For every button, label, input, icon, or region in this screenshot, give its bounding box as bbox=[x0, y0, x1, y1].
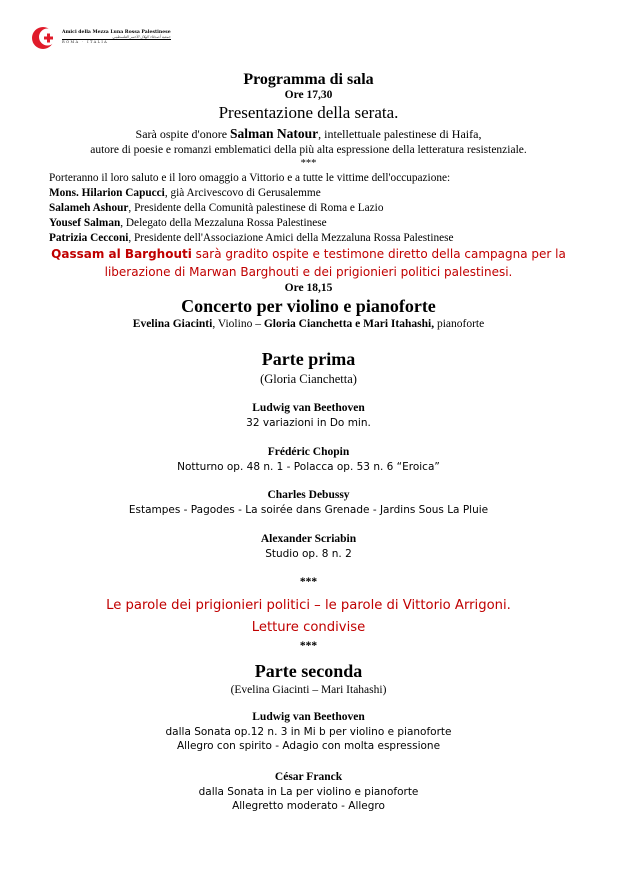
piece-line: 32 variazioni in Do min. bbox=[246, 417, 371, 429]
part1-performer: (Gloria Cianchetta) bbox=[260, 372, 357, 386]
crescent-logo-icon bbox=[30, 24, 58, 52]
guest-pre: Sarà ospite d'onore bbox=[135, 127, 231, 141]
logo-line-2: جمعية أصدقاء الهلال الأحمر الفلسطيني bbox=[112, 35, 171, 40]
piece-line: Studio op. 8 n. 2 bbox=[265, 548, 352, 560]
separator-3: *** bbox=[299, 640, 318, 652]
violinist-role: , Violino – bbox=[212, 318, 264, 330]
piece-line: Allegro con spirito - Adagio con molta espressione bbox=[176, 740, 441, 752]
qassam-line-2: liberazione di Marwan Barghouti e dei prigionieri politici palestinesi. bbox=[104, 265, 513, 279]
guest-line bbox=[0, 126, 617, 142]
logo-line-1: Amici della Mezza Luna Rossa Palestinese bbox=[62, 30, 171, 35]
speaker-role: , già Arcivescovo di Gerusalemme bbox=[164, 187, 321, 199]
logo-text bbox=[62, 30, 171, 45]
separator-2: *** bbox=[299, 576, 318, 588]
piece-line: Allegretto moderato - Allegro bbox=[232, 800, 385, 812]
speaker-row bbox=[49, 187, 321, 199]
composer: César Franck bbox=[274, 771, 343, 783]
speaker-role: , Presidente della Comunità palestinese di Roma e Lazio bbox=[128, 202, 384, 214]
piece-line: dalla Sonata op.12 n. 3 in Mi b per violino e pianoforte bbox=[165, 726, 452, 738]
performers-line bbox=[0, 318, 617, 330]
program-title: Programma di sala bbox=[243, 71, 374, 88]
speaker-name: Yousef Salman bbox=[49, 217, 121, 229]
guest-line-2: autore di poesie e romanzi emblematici della più alta espressione della letteratura resistenziale. bbox=[90, 144, 527, 156]
composer: Ludwig van Beethoven bbox=[252, 402, 365, 414]
piece-line: Estampes - Pagodes - La soirée dans Grenade - Jardins Sous La Pluie bbox=[128, 504, 489, 516]
speaker-name: Mons. Hilarion Capucci bbox=[49, 187, 165, 199]
concert-title: Concerto per violino e pianoforte bbox=[181, 296, 436, 316]
qassam-text: sarà gradito ospite e testimone diretto della campagna per la bbox=[191, 247, 566, 261]
speaker-row bbox=[49, 232, 454, 244]
part1-title: Parte prima bbox=[261, 349, 356, 369]
piece-line: Notturno op. 48 n. 1 - Polacca op. 53 n. 6 “Eroica” bbox=[177, 461, 440, 473]
speaker-name: Patrizia Cecconi bbox=[49, 232, 129, 244]
readings-line-2: Letture condivise bbox=[251, 620, 366, 635]
association-logo bbox=[30, 24, 171, 52]
composer: Frédéric Chopin bbox=[267, 446, 350, 458]
part2-title: Parte seconda bbox=[254, 661, 363, 681]
speaker-row bbox=[49, 217, 327, 229]
part2-performer: (Evelina Giacinti – Mari Itahashi) bbox=[230, 684, 387, 696]
qassam-name: Qassam al Barghouti bbox=[51, 247, 192, 261]
readings-line-1: Le parole dei prigionieri politici – le parole di Vittorio Arrigoni. bbox=[106, 598, 511, 613]
time-1: Ore 17,30 bbox=[284, 89, 333, 101]
evening-subtitle: Presentazione della serata. bbox=[218, 103, 399, 122]
logo-line-3: ROMA · ITALIA bbox=[62, 39, 171, 44]
composer: Charles Debussy bbox=[267, 489, 350, 501]
qassam-line-1 bbox=[0, 247, 617, 261]
separator-1: *** bbox=[300, 158, 317, 169]
greet-line: Porteranno il loro saluto e il loro omaggio a Vittorio e a tutte le vittime dell'occupazione: bbox=[49, 172, 451, 184]
violinist-name: Evelina Giacinti bbox=[132, 318, 213, 330]
speaker-role: , Delegato della Mezzaluna Rossa Palestinese bbox=[120, 217, 327, 229]
speaker-role: , Presidente dell'Associazione Amici della Mezzaluna Rossa Palestinese bbox=[128, 232, 454, 244]
time-2: Ore 18,15 bbox=[284, 282, 333, 294]
pianists-names: Gloria Cianchetta e Mari Itahashi, bbox=[263, 318, 435, 330]
speaker-row bbox=[49, 202, 383, 214]
guest-post: , intellettuale palestinese di Haifa, bbox=[318, 127, 482, 141]
speaker-name: Salameh Ashour bbox=[49, 202, 129, 214]
composer: Alexander Scriabin bbox=[260, 533, 357, 545]
composer: Ludwig van Beethoven bbox=[252, 711, 365, 723]
pianists-role: pianoforte bbox=[434, 318, 485, 330]
guest-name: Salman Natour bbox=[230, 126, 319, 141]
piece-line: dalla Sonata in La per violino e pianoforte bbox=[198, 786, 419, 798]
